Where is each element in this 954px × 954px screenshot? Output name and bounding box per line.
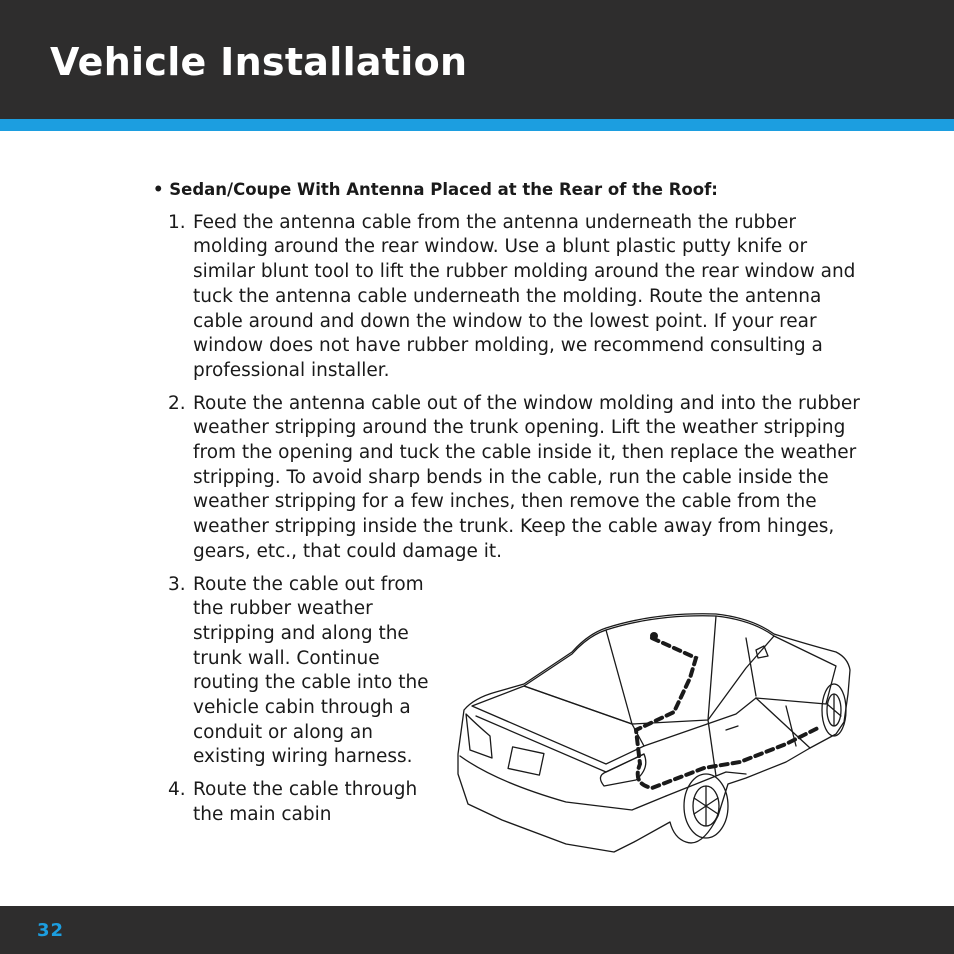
step-number: 3. — [168, 573, 186, 595]
step-number: 4. — [168, 779, 186, 801]
step-text: Route the antenna cable out of the window molding and into the rubber weather stripping around the trunk opening. Lift the weather stripping from the opening and tuck the cable inside it, then replace the weather stripping. To avoid sharp bends in the cable, run the cable inside the weather stripping for a few inches, then remove the cable from the weather stripping inside the trunk. Keep the cable away from hinges, gears, etc., that could damage it. — [193, 392, 860, 562]
step-number: 1. — [168, 211, 186, 233]
step-2 — [153, 392, 873, 565]
section-heading: • Sedan/Coupe With Antenna Placed at the Rear of the Roof: — [153, 180, 718, 199]
step-text: Feed the antenna cable from the antenna underneath the rubber molding around the rear window. Use a blunt plastic putty knife or similar blunt tool to lift the rubber molding around the rear window and tuck the antenna cable underneath the molding. Route the antenna cable around and down the window to the lowest point. If your rear window does not have rubber molding, we recommend consulting a professional installer. — [193, 211, 856, 381]
step-4 — [153, 778, 443, 827]
step-1 — [153, 211, 873, 384]
step-text: Route the cable out from the rubber weather stripping and along the trunk wall. Continue routing the cable into the vehicle cabin through a conduit or along an existing wiring harness. — [193, 573, 429, 768]
page-number: 32 — [37, 920, 65, 941]
step-number: 2. — [168, 392, 186, 414]
step-3 — [153, 573, 443, 771]
page-title: Vehicle Installation — [50, 40, 468, 84]
step-text: Route the cable through the main cabin — [193, 779, 418, 825]
page-footer — [0, 906, 954, 954]
page-header — [0, 0, 954, 119]
accent-bar — [0, 119, 954, 131]
sedan-cable-route-illustration — [456, 606, 852, 858]
